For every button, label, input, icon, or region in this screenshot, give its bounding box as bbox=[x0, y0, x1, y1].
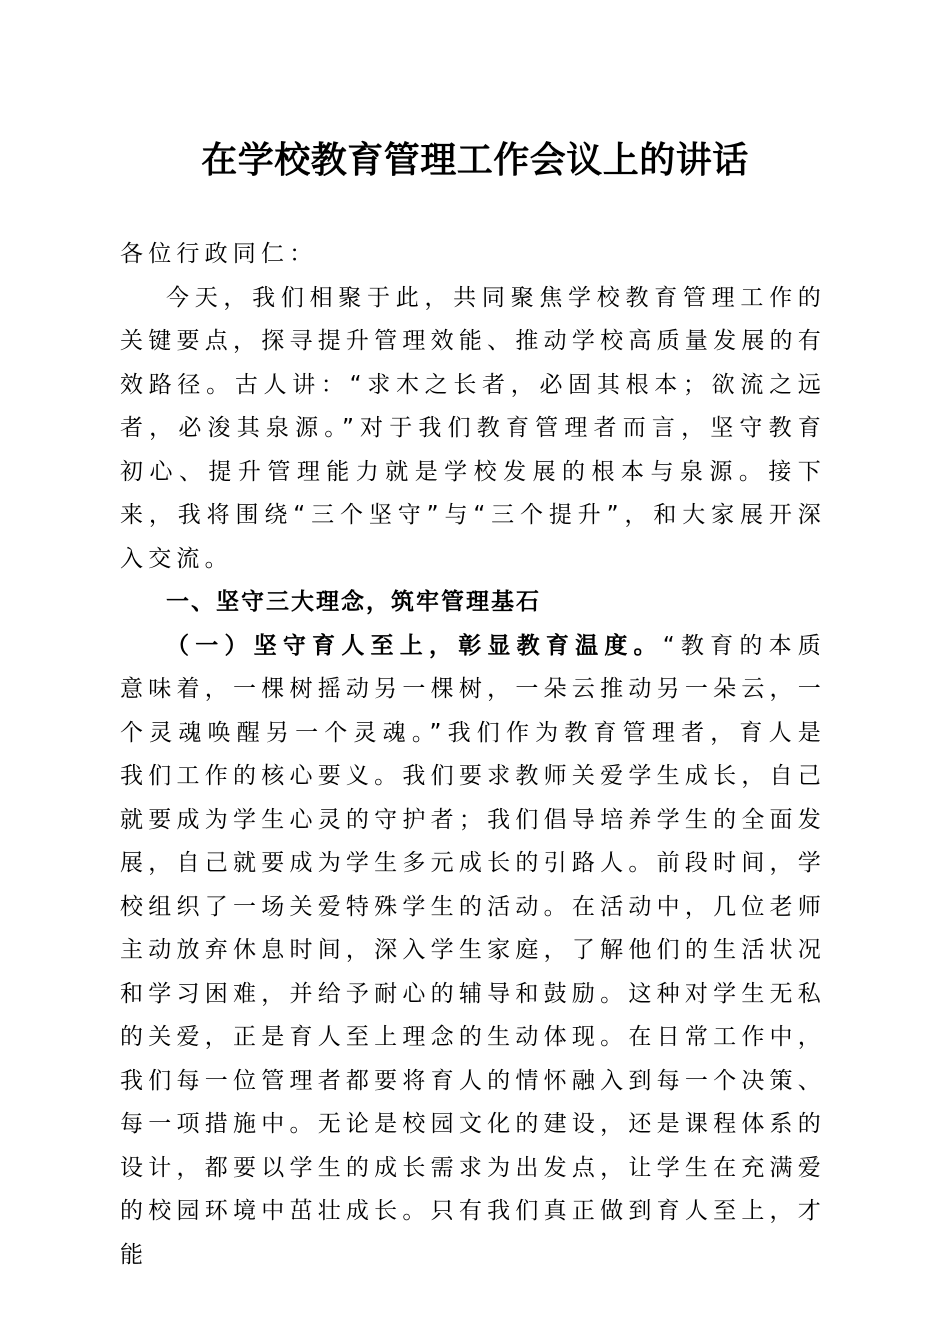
subsection-heading: （一）坚守育人至上，彰显教育温度。 bbox=[166, 632, 663, 659]
intro-paragraph: 今天，我们相聚于此，共同聚焦学校教育管理工作的关键要点，探寻提升管理效能、推动学校高质量发展的有效路径。古人讲：“求木之长者，必固其根本；欲流之远者，必浚其泉源。”对于我们教育管理者而言，坚守教育初心、提升管理能力就是学校发展的根本与泉源。接下来，我将围绕“三个坚守”与“三个提升”，和大家展开深入交流。 bbox=[120, 284, 826, 572]
subsection-paragraph bbox=[120, 625, 826, 1278]
document-title: 在学校教育管理工作会议上的讲话 bbox=[201, 139, 749, 181]
section-heading: 一、坚守三大理念，筑牢管理基石 bbox=[166, 589, 541, 615]
document-body bbox=[120, 233, 826, 1277]
salutation: 各位行政同仁： bbox=[120, 241, 318, 267]
subsection-body: “教育的本质意味着，一棵树摇动另一棵树，一朵云推动另一朵云，一个灵魂唤醒另一个灵魂。”我们作为教育管理者，育人是我们工作的核心要义。我们要求教师关爱学生成长，自己就要成为学生心灵的守护者；我们倡导培养学生的全面发展，自己就要成为学生多元成长的引路人。前段时间，学校组织了一场关爱特殊学生的活动。在活动中，几位老师主动放弃休息时间，深入学生家庭，了解他们的生活状况和学习困难，并给予耐心的辅导和鼓励。这种对学生无私的关爱，正是育人至上理念的生动体现。在日常工作中，我们每一位管理者都要将育人的情怀融入到每一个决策、每一项措施中。无论是校园文化的建设，还是课程体系的设计，都要以学生的成长需求为出发点，让学生在充满爱的校园环境中茁壮成长。只有我们真正做到育人至上，才能 bbox=[120, 632, 826, 1268]
